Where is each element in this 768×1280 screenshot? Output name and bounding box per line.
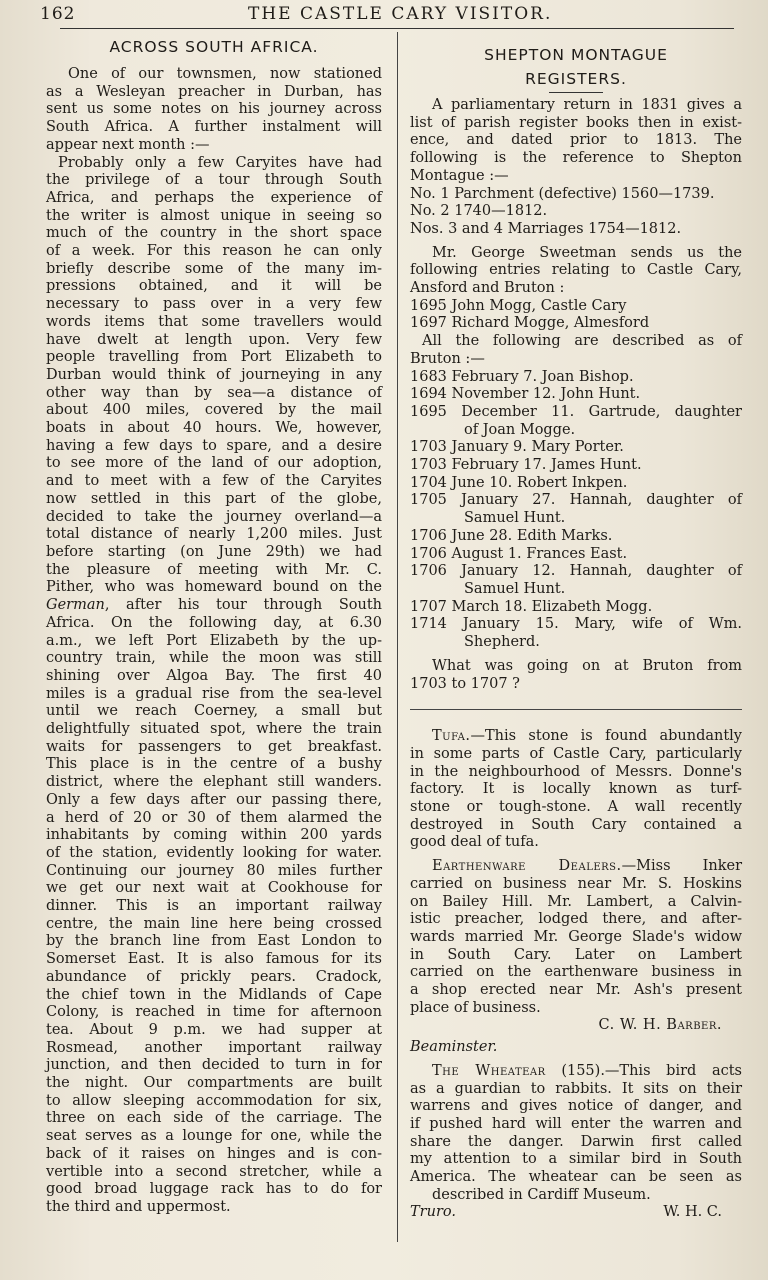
text-line: as a guardian to rabbits. It sits on their bbox=[410, 1080, 742, 1097]
text-line: described in Cardiff Museum. bbox=[432, 1186, 651, 1203]
text-line: other way than by sea—a distance of bbox=[46, 384, 382, 401]
text-line: the night. Our compartments are built bbox=[46, 1075, 382, 1092]
text-line: to allow sleeping accommodation for six, bbox=[46, 1092, 382, 1109]
text-line: carried on business near Mr. S. Hoskins bbox=[410, 875, 742, 892]
text-line: following is the reference to Shepton bbox=[410, 150, 742, 167]
text-line: back of it raises on hinges and is con- bbox=[46, 1145, 382, 1162]
text-line: A parliamentary return in 1831 gives a bbox=[432, 97, 742, 113]
text-line: now settled in this part of the globe, bbox=[46, 490, 382, 507]
text-line: 1703 to 1707 ? bbox=[410, 675, 520, 692]
text-line: necessary to pass over in a very few bbox=[46, 296, 382, 313]
register-entry: 1706 June 28. Edith Marks. bbox=[410, 527, 613, 544]
register-entry-cont: Samuel Hunt. bbox=[464, 510, 566, 527]
text-line: Only a few days after our passing there, bbox=[46, 791, 382, 808]
text-line: Ansford and Bruton : bbox=[410, 280, 565, 297]
text-line: Somerset East. It is also famous for its bbox=[46, 951, 382, 968]
text-line: good deal of tufa. bbox=[410, 834, 539, 851]
text-line: Pither, who was homeward bound on the bbox=[46, 579, 382, 596]
text-line: junction, and then decided to turn in for bbox=[46, 1057, 382, 1074]
text-line: the privilege of a tour through South bbox=[46, 172, 382, 189]
text-line: we get our next wait at Cookhouse for bbox=[46, 880, 382, 897]
register-entry: 1706 January 12. Hannah, daughter of bbox=[410, 563, 742, 580]
registers-intro bbox=[410, 97, 742, 186]
text-line: delightfully situated spot, where the train bbox=[46, 721, 382, 738]
text-line bbox=[410, 728, 742, 746]
text-line: Rosmead, another important railway bbox=[46, 1039, 382, 1056]
wheatear-lead: The Wheatear bbox=[432, 1062, 546, 1079]
text-line: istic preacher, lodged there, and after- bbox=[410, 911, 742, 928]
text-line: Africa. On the following day, at 6.30 bbox=[46, 614, 382, 631]
text-line: centre, the main line here being crossed bbox=[46, 915, 382, 932]
text-line: Montague :— bbox=[410, 167, 509, 184]
header-rule bbox=[60, 28, 734, 29]
text-line: Probably only a few Caryites have had bbox=[58, 154, 382, 171]
register-book: Nos. 3 and 4 Marriages 1754—1812. bbox=[410, 220, 682, 237]
tufa-first-line: —This stone is found abundantly bbox=[470, 728, 742, 745]
text-line: people travelling from Port Elizabeth to bbox=[46, 349, 382, 366]
register-entry: 1714 January 15. Mary, wife of Wm. bbox=[410, 616, 742, 633]
text-line: good broad luggage rack has to do for bbox=[46, 1181, 382, 1198]
text-line: tea. About 9 p.m. we had supper at bbox=[46, 1021, 382, 1038]
text-line: three on each side of the carriage. The bbox=[46, 1110, 382, 1127]
text-line: pressions obtained, and it will be bbox=[46, 278, 382, 295]
page-number: 162 bbox=[40, 4, 76, 24]
text-line: in South Cary. Later on Lambert bbox=[410, 946, 742, 963]
text-line: appear next month :— bbox=[46, 136, 210, 153]
column-divider bbox=[397, 32, 398, 1242]
registers-title-cont: REGISTERS. bbox=[525, 70, 627, 88]
text-line: total distance of nearly 1,200 miles. Just bbox=[46, 526, 382, 543]
earthenware-lead: Earthenware Dealers. bbox=[432, 858, 622, 875]
text-line: to see more of the land of our adoption, bbox=[46, 455, 382, 472]
register-entry-cont: of Joan Mogge. bbox=[464, 421, 576, 438]
text-line: briefly describe some of the many im- bbox=[46, 260, 382, 277]
text-line: place of business. bbox=[410, 999, 541, 1016]
text-line: What was going on at Bruton from bbox=[432, 657, 742, 674]
text-line: having a few days to spare, and a desire bbox=[46, 437, 382, 454]
title-rule bbox=[549, 92, 603, 93]
register-entry: 1694 November 12. John Hunt. bbox=[410, 386, 641, 403]
text-line: of the station, evidently looking for water. bbox=[46, 844, 382, 861]
text-line: the chief town in the Midlands of Cape bbox=[46, 986, 382, 1003]
left-column bbox=[46, 36, 382, 1217]
wheatear-first-line: (155).—This bird acts bbox=[545, 1062, 742, 1079]
text-line: sent us some notes on his journey across bbox=[46, 101, 382, 118]
text-line: until we reach Coerney, a small but bbox=[46, 703, 382, 720]
register-entry: 1695 John Mogg, Castle Cary bbox=[410, 297, 627, 314]
text-line: the third and uppermost. bbox=[46, 1199, 231, 1215]
text-line: This place is in the centre of a bushy bbox=[46, 756, 382, 773]
text-line: factory. It is locally known as turf- bbox=[410, 781, 742, 798]
text-line: and to meet with a few of the Caryites bbox=[46, 473, 382, 490]
text-line: words items that some travellers would bbox=[46, 313, 382, 330]
text-line: inhabitants by coming within 200 yards bbox=[46, 827, 382, 844]
text-line: shining over Algoa Bay. The first 40 bbox=[46, 667, 382, 684]
register-entry: 1697 Richard Mogge, Almesford bbox=[410, 315, 650, 332]
text-line: One of our townsmen, now stationed bbox=[68, 66, 382, 82]
intro-paragraph bbox=[46, 66, 382, 155]
text-line: as a Wesleyan preacher in Durban, has bbox=[46, 83, 382, 100]
text-line: wards married Mr. George Slade's widow bbox=[410, 928, 742, 945]
register-book: No. 1 Parchment (defective) 1560—1739. bbox=[410, 185, 715, 202]
register-entry: 1705 January 27. Hannah, daughter of bbox=[410, 492, 742, 509]
article-title: ACROSS SOUTH AFRICA. bbox=[109, 38, 319, 56]
text-line: miles is a gradual rise from the sea-level bbox=[46, 685, 382, 702]
running-head bbox=[40, 2, 740, 28]
wheatear-signature: W. H. C. bbox=[663, 1204, 722, 1221]
text-line: waits for passengers to get breakfast. bbox=[46, 738, 382, 755]
text-line: following entries relating to Castle Cary, bbox=[410, 262, 742, 279]
text-line: the writer is almost unique in seeing so bbox=[46, 207, 382, 224]
bruton-question bbox=[410, 658, 742, 693]
text-line bbox=[410, 1063, 742, 1081]
text-line: Africa, and perhaps the experience of bbox=[46, 189, 382, 206]
text-line: before starting (on June 29th) we had bbox=[46, 543, 382, 560]
text-line: vertible into a second stretcher, while a bbox=[46, 1163, 382, 1180]
wheatear-signoff bbox=[410, 1204, 742, 1222]
text-line: of a week. For this reason he can only bbox=[46, 243, 382, 260]
earthenware-first-line: —Miss Inker bbox=[621, 858, 742, 875]
register-entry-cont: Shepherd. bbox=[464, 634, 540, 651]
text-line: decided to take the journey overland—a bbox=[46, 508, 382, 525]
text-line: seat serves as a lounge for one, while the bbox=[46, 1128, 382, 1145]
register-entry: 1703 January 9. Mary Porter. bbox=[410, 439, 624, 456]
text-line: Continuing our journey 80 miles further bbox=[46, 862, 382, 879]
body-paragraph bbox=[46, 155, 382, 1217]
text-line: South Africa. A further instalment will bbox=[46, 119, 382, 136]
earthenware-place: Beaminster. bbox=[410, 1039, 498, 1056]
text-line: stone or tough-stone. A wall recently bbox=[410, 799, 742, 816]
text-line: warrens and gives notice of danger, and bbox=[410, 1098, 742, 1115]
text-line: Colony, is reached in time for afternoon bbox=[46, 1004, 382, 1021]
text-line: on Bailey Hill. Mr. Lambert, a Calvin- bbox=[410, 893, 742, 910]
registers-title: SHEPTON MONTAGUE bbox=[484, 46, 668, 64]
text-line: district, where the elephant still wanders. bbox=[46, 774, 382, 791]
sweetman-note bbox=[410, 245, 742, 298]
text-line: country train, while the moon was still bbox=[46, 650, 382, 667]
text-line: a.m., we left Port Elizabeth by the up- bbox=[46, 632, 382, 649]
text-line: in the neighbourhood of Messrs. Donne's bbox=[410, 763, 742, 780]
right-column bbox=[410, 44, 742, 1222]
register-entries-a bbox=[410, 298, 742, 333]
text-line: my attention to a similar bird in South bbox=[410, 1151, 742, 1168]
register-entry: 1707 March 18. Elizabeth Mogg. bbox=[410, 598, 653, 615]
text-line: carried on the earthenware business in bbox=[410, 964, 742, 981]
wheatear-place: Truro. bbox=[410, 1204, 456, 1221]
text-line: America. The wheatear can be seen as bbox=[410, 1169, 742, 1186]
text-line: a herd of 20 or 30 of them alarmed the bbox=[46, 809, 382, 826]
wheatear-note bbox=[410, 1063, 742, 1205]
journal-title: THE CASTLE CARY VISITOR. bbox=[248, 4, 553, 24]
text-line: by the branch line from East London to bbox=[46, 933, 382, 950]
tufa-lead: Tufa. bbox=[432, 728, 471, 745]
text-line: ence, and dated prior to 1813. The bbox=[410, 132, 742, 149]
text-line: dinner. This is an important railway bbox=[46, 898, 382, 915]
text-line-ship-name: German, after his tour through South bbox=[46, 597, 382, 614]
bruton-intro bbox=[410, 333, 742, 368]
text-line: list of parish register books then in exist- bbox=[410, 114, 742, 131]
text-line: Bruton :— bbox=[410, 350, 485, 367]
text-line: destroyed in South Cary contained a bbox=[410, 816, 742, 833]
earthenware-signature: C. W. H. Barber. bbox=[598, 1017, 722, 1034]
text-line: boats in about 40 hours. We, however, bbox=[46, 420, 382, 437]
text-line: Mr. George Sweetman sends us the bbox=[432, 244, 742, 261]
text-line: share the danger. Darwin first called bbox=[410, 1133, 742, 1150]
register-books bbox=[410, 186, 742, 239]
register-entry: 1706 August 1. Frances East. bbox=[410, 545, 628, 562]
text-line: if pushed hard will enter the warren and bbox=[410, 1115, 742, 1132]
text-line: abundance of prickly pears. Cradock, bbox=[46, 968, 382, 985]
text-line: All the following are described as of bbox=[422, 333, 742, 350]
register-entries-b bbox=[410, 369, 742, 652]
earthenware-note bbox=[410, 858, 742, 1017]
text-line: about 400 miles, covered by the mail bbox=[46, 402, 382, 419]
text-line bbox=[410, 858, 742, 876]
register-entry: 1703 February 17. James Hunt. bbox=[410, 457, 642, 474]
register-entry-cont: Samuel Hunt. bbox=[464, 580, 566, 597]
text-line: have dwelt at length upon. Very few bbox=[46, 331, 382, 348]
section-rule bbox=[410, 709, 742, 710]
text-line: the pleasure of meeting with Mr. C. bbox=[46, 561, 382, 578]
register-entry: 1683 February 7. Joan Bishop. bbox=[410, 368, 634, 385]
register-book: No. 2 1740—1812. bbox=[410, 203, 548, 220]
register-entry: 1704 June 10. Robert Inkpen. bbox=[410, 474, 628, 491]
text-line: in some parts of Castle Cary, particularly bbox=[410, 745, 742, 762]
tufa-note bbox=[410, 728, 742, 852]
text-line: a shop erected near Mr. Ash's present bbox=[410, 982, 742, 999]
text-line: much of the country in the short space bbox=[46, 225, 382, 242]
text-line: Durban would think of journeying in any bbox=[46, 366, 382, 383]
register-entry: 1695 December 11. Gartrude, daughter bbox=[410, 403, 742, 420]
